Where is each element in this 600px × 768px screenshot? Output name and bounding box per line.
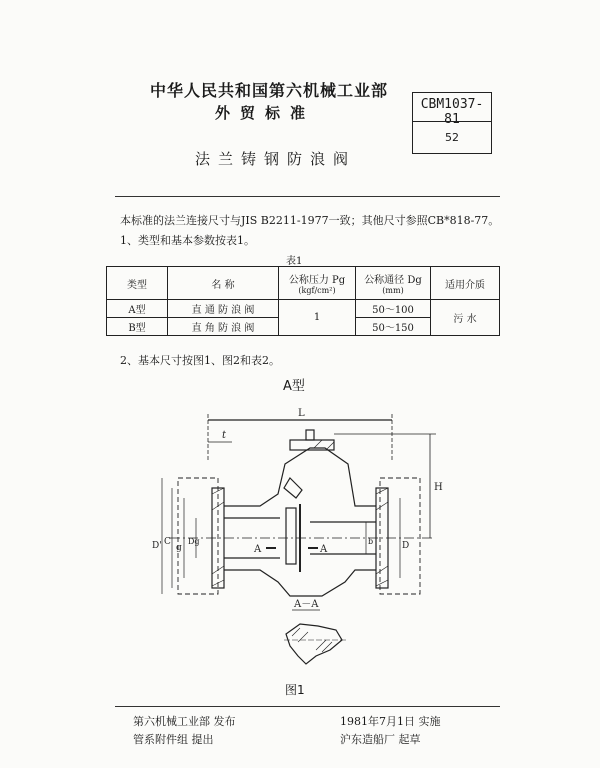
table-caption: 表1	[286, 256, 303, 267]
standard-box-divider	[413, 121, 491, 122]
cell-medium: 污 水	[431, 300, 500, 336]
section-mark-right: A	[320, 544, 328, 555]
diameter-label: 公称通径 Dg	[364, 275, 422, 286]
pressure-label: 公称压力 Pg	[288, 275, 346, 286]
page-number: 52	[445, 131, 459, 144]
section-title: A－A	[294, 599, 319, 610]
col-header-pressure	[279, 267, 356, 300]
col-header-medium: 适用介质	[431, 267, 500, 300]
section-view-outline	[286, 624, 342, 664]
label-H: H	[434, 482, 443, 493]
label-D-prime: D'	[152, 541, 162, 551]
vent-plug	[306, 430, 314, 440]
col-header-type: 类型	[107, 267, 168, 300]
footer-date: 1981年7月1日 实施	[340, 715, 441, 728]
top-divider	[115, 196, 500, 197]
col-header-name: 名 称	[168, 267, 279, 300]
footer-issuer: 第六机械工业部 发布	[133, 715, 236, 728]
valve-drawing	[150, 398, 450, 678]
label-b: b	[368, 537, 374, 546]
diameter-unit: (mm)	[382, 286, 404, 295]
bottom-divider	[115, 706, 500, 707]
disc	[286, 508, 296, 564]
cell-diameter: 50～100	[356, 300, 431, 318]
section-2-heading: 2、基本尺寸按图1、图2和表2。	[120, 354, 280, 367]
ministry-title: 中华人民共和国第六机械工业部	[150, 81, 389, 100]
label-D: D	[402, 541, 410, 551]
table-header-row	[107, 267, 500, 300]
cell-name: 直 角 防 浪 阀	[168, 318, 279, 336]
standard-code: CBM1037-81	[420, 97, 484, 127]
figure-type-label: A型	[283, 379, 305, 394]
pressure-unit: (kgf/cm²)	[298, 286, 336, 295]
valve-body-bottom	[224, 570, 376, 596]
label-g: g	[176, 543, 182, 553]
standard-number-box	[412, 92, 492, 154]
intro-paragraph: 本标准的法兰连接尺寸与JIS B2211-1977一致；其他尺寸参照CB*818-77。	[120, 214, 500, 227]
cell-diameter: 50～150	[356, 318, 431, 336]
col-header-diameter	[356, 267, 431, 300]
footer-drafter: 沪东造船厂 起草	[340, 733, 421, 746]
cell-type: A型	[107, 300, 168, 318]
standard-category: 外贸标准	[215, 104, 316, 122]
cell-pressure: 1	[279, 300, 356, 336]
label-Dg: Dg	[188, 537, 200, 546]
cell-type: B型	[107, 318, 168, 336]
label-t: t	[222, 430, 227, 441]
label-L: L	[298, 408, 305, 419]
footer-author: 管系附件组 提出	[133, 733, 214, 746]
label-C: C	[164, 537, 171, 547]
figure-caption: 图1	[285, 683, 305, 697]
cell-name: 直 通 防 浪 阀	[168, 300, 279, 318]
hinge-arm	[284, 478, 302, 498]
section-mark-left: A	[254, 544, 262, 555]
document-title: 法兰铸钢防浪阀	[195, 150, 357, 168]
section-1-heading: 1、类型和基本参数按表1。	[120, 234, 255, 247]
parameter-table	[106, 266, 500, 336]
table-row	[107, 300, 500, 318]
valve-body-top	[224, 448, 376, 506]
